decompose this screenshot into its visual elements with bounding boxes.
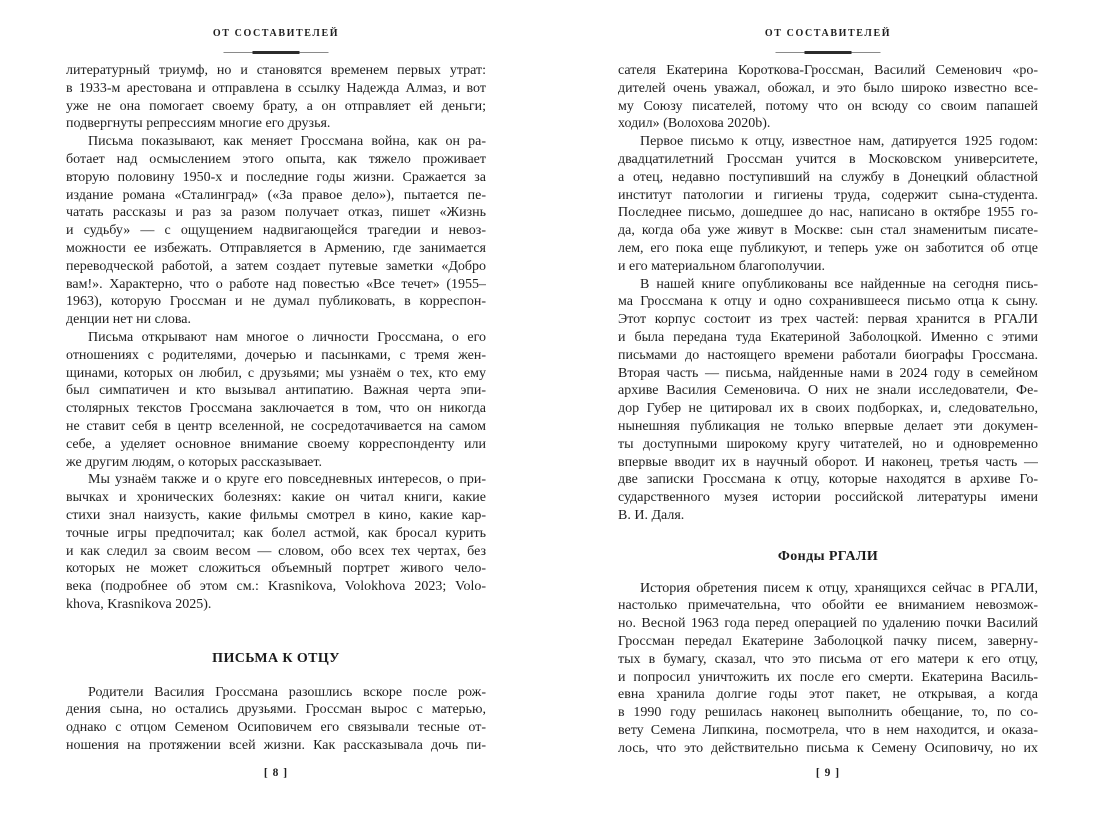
paragraph [66, 62, 486, 133]
text-line: переводческой работой, а затем создает путевые заметки «Добро [66, 258, 486, 274]
ornament-thick-line [805, 51, 852, 54]
section-heading: Фонды РГАЛИ [777, 548, 879, 564]
text-line: столярных текстов Гроссмана заключается в том, что он никогда [66, 401, 486, 417]
text-line: в 1933-м арестована и отправлена в ссылку Надежда Алмаз, и вот [66, 80, 486, 96]
paragraph [618, 276, 1038, 525]
paragraph [618, 62, 1038, 133]
page-number: [ 8 ] [263, 767, 289, 779]
text-line: ты доступными широкому кругу читателей, но и одновременно [618, 436, 1038, 452]
running-header: ОТ СОСТАВИТЕЛЕЙ [212, 28, 340, 39]
text-line: две записки Гроссмана к отцу, которые находятся в архиве Го- [618, 472, 1038, 488]
page-right [618, 0, 1038, 825]
text-line: щинами, которых он любил, с друзьями; мы узнаём о тех, кто ему [66, 365, 486, 381]
text-line: В нашей книге опубликованы все найденные на сегодня пись- [640, 276, 1038, 292]
text-line: вторую половину 1950-х и последние годы жизни. Сражается за [66, 169, 486, 185]
ornament-thick-line [253, 51, 300, 54]
text-line: был симпатичен и кто вызывал антипатию. Важная черта эпи- [66, 383, 486, 399]
text-line: вычках и хронических болезнях: какие он читал книги, какие [66, 490, 486, 506]
text-line: сателя Екатерина Короткова-Гроссман, Василий Семенович «ро- [618, 63, 1038, 78]
text-line: сударственного музея истории российской литературы имени [618, 490, 1038, 506]
text-line: не ставит себя в центр вселенной, не сосредотачивается на самом [66, 418, 486, 434]
text-line: Письма показывают, как меняет Гроссмана война, как он ра- [88, 134, 486, 150]
text-line: Письма открывают нам многое о личности Гроссмана, о его [88, 329, 486, 345]
text-line: му Союзу писателей, потому что он всюду со своим папашей [618, 98, 1038, 114]
text-line: века (подробнее об этом см.: Krasnikova, Volokhova 2023; Volo- [66, 579, 486, 595]
text-line: издание романа «Сталинград» («За правое дело»), пытается пе- [66, 187, 486, 203]
text-line: и его материальном благополучии. [618, 258, 826, 274]
header-ornament-rule [224, 51, 329, 54]
text-line: дор Губер не цитировал их в своих подборках, и, следовательно, [618, 401, 1038, 417]
text-line: чатать рассказы и раз за разом получает отказ, пишет «Жизнь [66, 205, 486, 221]
text-line: ходил» (Волохова 2020b). [618, 116, 771, 132]
text-line: Последнее письмо, дошедшее до нас, написано в октябре 1955 го- [618, 205, 1038, 221]
text-line: ма Гроссмана к отцу и одно сохранившееся письмо отца к сыну. [618, 294, 1038, 310]
text-line: 1963), которую Гроссман и не думал публиковать, в корреспон- [66, 294, 486, 310]
text-line: но. Весной 1963 года перед операцией по удалению почки Василий [618, 616, 1038, 632]
text-line: Вторая часть — письма, найденные нами в 2024 году в семейном [618, 365, 1038, 381]
running-header: ОТ СОСТАВИТЕЛЕЙ [764, 28, 892, 39]
text-line: уже не она помогает своему брату, а он отправляет ей деньги; [66, 98, 486, 114]
text-line: евна хранила долгие годы этот пакет, не открывая, а когда [618, 687, 1038, 703]
text-line: В. И. Даля. [618, 507, 685, 523]
text-line: лось, что это действительно письма к Семену Осиповичу, но их [618, 740, 1038, 756]
page-body [618, 62, 1038, 757]
text-line: себе, а уделяет основное внимание своему корреспонденту или [66, 436, 486, 452]
paragraph [66, 329, 486, 471]
paragraph [618, 133, 1038, 275]
text-line: лем, его пока еще публикуют, и теперь уже он заботится об отце [618, 240, 1038, 256]
text-line: ботает над осмыслением этого опыта, как тяжело проживает [66, 151, 486, 167]
text-line: Мы узнаём также и о круге его повседневных интересов, о при- [88, 472, 486, 488]
text-line: в 1990 году решилась наконец выполнить обещание, то, по со- [618, 705, 1038, 721]
text-line: История обретения писем к отцу, хранящихся сейчас в РГАЛИ, [640, 580, 1038, 596]
text-line: тых в бумагу, сказал, что это письма от его матери к его отцу, [618, 651, 1038, 667]
text-line: и попросил уничтожить их после его смерти. Екатерина Василь- [618, 669, 1038, 685]
text-line: khova, Krasnikova 2025). [66, 596, 212, 612]
header-ornament-rule [776, 51, 881, 54]
text-line: отношениях с родителями, дочерью и пасынками, с тремя жен- [66, 347, 486, 363]
text-line: денции нет ни слова. [66, 312, 191, 328]
text-line: можности ее избежать. Отправляется в Армению, где занимается [66, 240, 486, 256]
text-line: впервые вводит их в научный оборот. И наконец, третья часть — [618, 454, 1038, 470]
paragraph [66, 471, 486, 613]
text-line: письмами до настоящего времени работали биографы Гроссмана. [618, 347, 1038, 363]
text-line: Этот корпус состоит из трех частей: первая хранится в РГАЛИ [618, 312, 1038, 328]
text-line: точные игры предпочитал; как болел астмой, как бросал курить [66, 525, 486, 541]
text-line: нынешняя публикация не только впервые делает эти докумен- [618, 418, 1038, 434]
text-line: подвергнуты репрессиям многие его друзья. [66, 116, 331, 132]
text-line: и судьбу» — с ощущением надвигающейся трагедии и невоз- [66, 223, 486, 239]
text-line: вету Семена Липкина, посмотрела, что в нем находится, и оказа- [618, 722, 1038, 738]
page-left [66, 0, 486, 825]
text-line: литературный триумф, но и становятся временем первых утрат: [66, 63, 486, 78]
text-line: стихи знал наизусть, какие фильмы смотрел в кино, какие кар- [66, 507, 486, 523]
text-line: Гроссман передал Екатерине Заболоцкой пачку писем, заверну- [618, 633, 1038, 649]
text-line: а отец, недавно поступивший на службу в Донецкий областной [618, 169, 1038, 185]
paragraph [618, 580, 1038, 758]
text-line: настолько примечательна, что обойти ее вниманием невозмож- [618, 598, 1038, 614]
text-line: однако с отцом Семеном Осиповичем его связывали тесные от- [66, 720, 486, 736]
text-line: вам!». Характерно, что о работе над повестью «Все течет» (1955– [66, 276, 486, 292]
section-heading: ПИСЬМА К ОТЦУ [212, 650, 340, 666]
text-line: да, когда оба уже живут в Москве: сын стал знаменитым писате- [618, 223, 1038, 239]
text-line: Родители Василия Гроссмана разошлись вскоре после рож- [88, 684, 486, 700]
text-line: двадцатилетний Гроссман учится в Московском университете, [618, 151, 1038, 167]
paragraph [66, 133, 486, 329]
text-line: дения сына, но остались друзьями. Гроссман вырос с матерью, [66, 702, 486, 718]
text-line: и была передана туда Екатериной Заболоцкой. Именно с этими [618, 329, 1038, 345]
text-line: которых не может сложиться объемный портрет живого чело- [66, 561, 486, 577]
text-line: институт патологии и гигиены труда, содержит сына-студента. [618, 187, 1038, 203]
text-line: Первое письмо к отцу, известное нам, датируется 1925 годом: [640, 134, 1038, 150]
paragraph [66, 684, 486, 755]
text-line: же другим людям, о которых рассказывает. [66, 454, 322, 470]
text-line: архиве Василия Семеновича. О них не знали исследователи, Фе- [618, 383, 1038, 399]
text-line: ношения на протяжении всей жизни. Как рассказывала дочь пи- [66, 737, 486, 753]
page-body [66, 62, 486, 755]
text-line: дителей очень уважал, обожал, и это было широко известно все- [618, 80, 1038, 96]
page-number: [ 9 ] [815, 767, 841, 779]
text-line: и как следил за своим весом — словом, обо всех тех чертах, без [66, 543, 486, 559]
